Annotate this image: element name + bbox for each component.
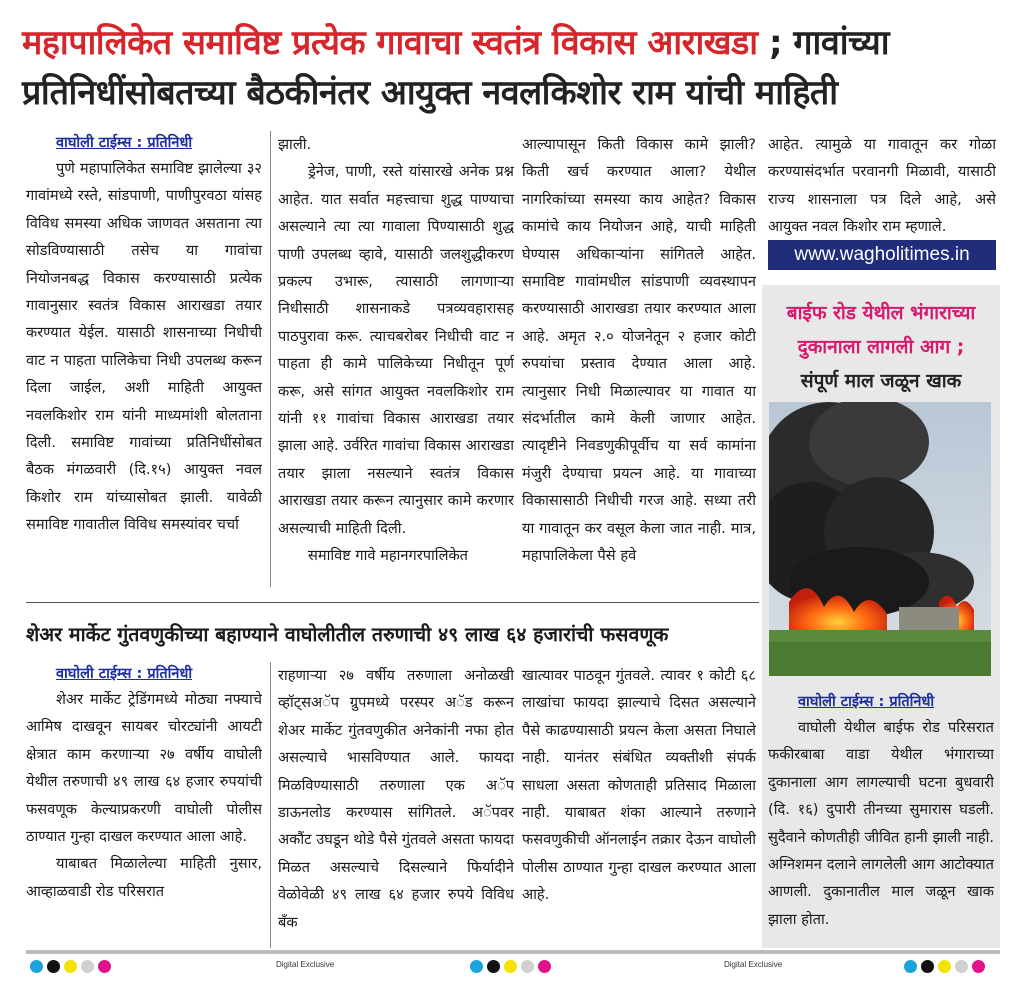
fire-story-body — [768, 690, 994, 948]
story2-column-1 — [26, 662, 262, 948]
story2-col2-text: राहणाऱ्या २७ वर्षीय तरुणाला अनोळखी व्हॉट्सअॅप ग्रुपमध्ये परस्पर अॅड करून शेअर मार्केट गुंतवणुकीत अनेकांनी नफा होत असल्याचे भासविण्यात आले. फायदा मिळविण्यासाठी तरुणाला एक अॅप डाऊनलोड करण्यास सांगितले. अॅपवर अकौंट उघडून थोडे पैसे गुंतवले असता फायदा मिळत असल्याचे दिसल्याने फिर्यादीने वेळोवेळी ४९ लाख ६४ हजार रुपये विविध बँक — [278, 667, 514, 931]
story1-column-1 — [26, 131, 262, 587]
registration-marks-left — [30, 960, 111, 973]
registration-dot — [538, 960, 551, 973]
story1-col2-start: झाली. — [278, 136, 312, 153]
story1-column-2 — [278, 131, 514, 587]
fire-story-headline-line1: बाईफ रोड येथील भंगाराच्या दुकानाला लागली आग ; — [786, 302, 976, 358]
column-divider — [270, 662, 271, 948]
story2-column-3 — [522, 662, 756, 948]
registration-dot — [955, 960, 968, 973]
registration-dot — [64, 960, 77, 973]
story2-byline: वाघोली टाईम्स : प्रतिनिधी — [56, 666, 193, 682]
registration-dot — [521, 960, 534, 973]
story2-col1-p1: शेअर मार्केट ट्रेडिंगमध्ये मोठ्या नफ्याचे आमिष दाखवून सायबर चोरट्यांनी आयटी क्षेत्रात काम करणाऱ्या २७ वर्षीय वाघोली येथील तरुणाची ४९ लाख ६४ हजार रुपयांची फसवणूक केल्याप्रकरणी वाघोली पोलीस ठाण्यात गुन्हा दाखल करण्यात आला आहे. — [26, 691, 262, 846]
story1-column-4 — [768, 131, 996, 241]
registration-dot — [904, 960, 917, 973]
bottom-bar — [26, 950, 1000, 954]
fire-photo — [769, 402, 991, 676]
fire-story-byline: वाघोली टाईम्स : प्रतिनिधी — [798, 694, 935, 710]
footer-label-right: Digital Exclusive — [724, 960, 783, 969]
registration-marks-center — [470, 960, 551, 973]
registration-dot — [921, 960, 934, 973]
column-divider — [270, 131, 271, 587]
website-url[interactable]: www.wagholitimes.in — [768, 240, 996, 270]
story1-column-3 — [522, 131, 756, 587]
registration-dot — [30, 960, 43, 973]
registration-dot — [938, 960, 951, 973]
story1-byline: वाघोली टाईम्स : प्रतिनिधी — [56, 135, 193, 151]
story2-col1-p2: याबाबत मिळालेल्या माहिती नुसार, आव्हाळवाडी रोड परिसरात — [26, 855, 262, 900]
story1-col2-end: समाविष्ट गावे महानगरपालिकेत — [308, 547, 468, 565]
story1-col3-text: आल्यापासून किती विकास कामे झाली? किती खर्च करण्यात आला? येथील नागरिकांच्या समस्या काय आहेत? विकास कामांचे काय नियोजन आहे, याची माहिती घेण्यास अधिकाऱ्यांना सांगितले आहेत. समाविष्ट गावांमधील सांडपाणी व्यवस्थापन करण्यासाठी आराखडा तयार करण्यात आला आहे. अमृत २.० योजनेतून २ हजार कोटी रुपयांचा प्रस्ताव देण्यात आला आहे. त्यानुसार निधी मिळाल्यावर या गावात या संदर्भातील कामे केली जाणार आहेत. त्यादृष्टीने निवडणुकीपूर्वीच या सर्व कामांना मंजुरी देण्याचा प्रयत्न आहे. या गावाच्या विकासासाठी निधीची गरज आहे. सध्या तरी या गावातून कर वसूल केला जात नाही. मात्र, महापालिकेला पैसे हवे — [522, 136, 756, 565]
registration-dot — [470, 960, 483, 973]
registration-dot — [98, 960, 111, 973]
main-headline — [22, 18, 1007, 118]
headline-dark-part: ; गावांच्या प्रतिनिधींसोबतच्या बैठकीनंतर आयुक्त नवलकिशोर राम यांची माहिती — [22, 23, 890, 113]
registration-dot — [47, 960, 60, 973]
registration-dot — [504, 960, 517, 973]
story2-column-2 — [278, 662, 514, 948]
story1-col1-text: पुणे महापालिकेत समाविष्ट झालेल्या ३२ गावांमध्ये रस्ते, सांडपाणी, पाणीपुरवठा यांसह विविध समस्या अधिक जाणवत असताना त्या सोडविण्यासाठी तसेच या गावांचा नियोजनबद्ध विकास करण्यासाठी प्रत्येक गावानुसार स्वतंत्र विकास आराखडा तयार करण्यात येईल. यासाठी शासनाच्या निधीची वाट न पाहता पालिकेचा निधी उपलब्ध करून दिला जाईल, अशी माहिती आयुक्त नवलकिशोर राम यांनी माध्यमांशी बोलताना दिली. समाविष्ट गावांच्या प्रतिनिधींसोबत बैठक मंगळवारी (दि.१५) आयुक्त नवल किशोर राम यांच्यासोबत झाली. यावेळी समाविष्ट गावातील विविध समस्यांवर चर्चा — [26, 160, 262, 534]
story1-col2-text: ड्रेनेज, पाणी, रस्ते यांसारखे अनेक प्रश्न आहेत. यात सर्वात महत्त्वाचा शुद्ध पाण्याचा असल्याने त्या त्या गावाला पिण्यासाठी शुद्ध पाणी उपलब्ध व्हावे, यासाठी जलशुद्धीकरण प्रकल्प उभारू, त्यासाठी लागणाऱ्या निधीसाठी शासनाकडे पत्रव्यवहारासह पाठपुरावा करू. त्याचबरोबर निधीची वाट न पाहता ही कामे पालिकेच्या निधीतून पूर्ण करू, असे सांगत आयुक्त नवलकिशोर राम यांनी ११ गावांचा विकास आराखडा तयार झाला आहे. उर्वरित गावांचा विकास आराखडा तयार झाला नसल्याने स्वतंत्र विकास आराखडा तयार करून त्यानुसार कामे करणार असल्याची माहिती दिली. — [278, 163, 514, 537]
footer-label-left: Digital Exclusive — [276, 960, 335, 969]
registration-dot — [972, 960, 985, 973]
fire-story-text: वाघोली येथील बाईफ रोड परिसरात फकीरबाबा वाडा येथील भंगाराच्या दुकानाला आग लागल्याची घटना बुधवारी (दि. १६) दुपारी तीनच्या सुमारास घडली. सुदैवाने कोणतीही जीवित हानी झाली नाही. अग्निशमन दलाने लागलेली आग आटोक्यात आणली. दुकानातील माल जळून खाक झाला होता. — [768, 719, 994, 928]
registration-dot — [81, 960, 94, 973]
story2-col3-text: खात्यावर पाठवून गुंतवले. त्यावर १ कोटी ६८ लाखांचा फायदा झाल्याचे दिसत असल्याने पैसे काढण्यासाठी प्रयत्न केला असता निघाले नाही. यानंतर संबंधित व्यक्तीशी संपर्क साधला असता कोणताही प्रतिसाद मिळाला नाही. याबाबत शंका आल्याने तरुणाने फसवणुकीची ऑनलाईन तक्रार देऊन वाघोली पोलीस ठाण्यात गुन्हा दाखल करण्यात आला आहे. — [522, 667, 756, 904]
story2-headline: शेअर मार्केट गुंतवणुकीच्या बहाण्याने वाघोलीतील तरुणाची ४९ लाख ६४ हजारांची फसवणूक — [26, 623, 669, 646]
registration-dot — [487, 960, 500, 973]
story-separator — [26, 602, 759, 603]
story1-col4-text: आहेत. त्यामुळे या गावातून कर गोळा करण्यासंदर्भात परवानगी मिळावी, यासाठी राज्य शासनाला पत्र दिले आहे, असे आयुक्त नवल किशोर राम म्हणाले. — [768, 136, 996, 236]
registration-marks-right — [904, 960, 985, 973]
headline-red-part: महापालिकेत समाविष्ट प्रत्येक गावाचा स्वतंत्र विकास आराखडा — [22, 23, 758, 63]
fire-story-headline-line2: संपूर्ण माल जळून खाक — [800, 370, 962, 392]
